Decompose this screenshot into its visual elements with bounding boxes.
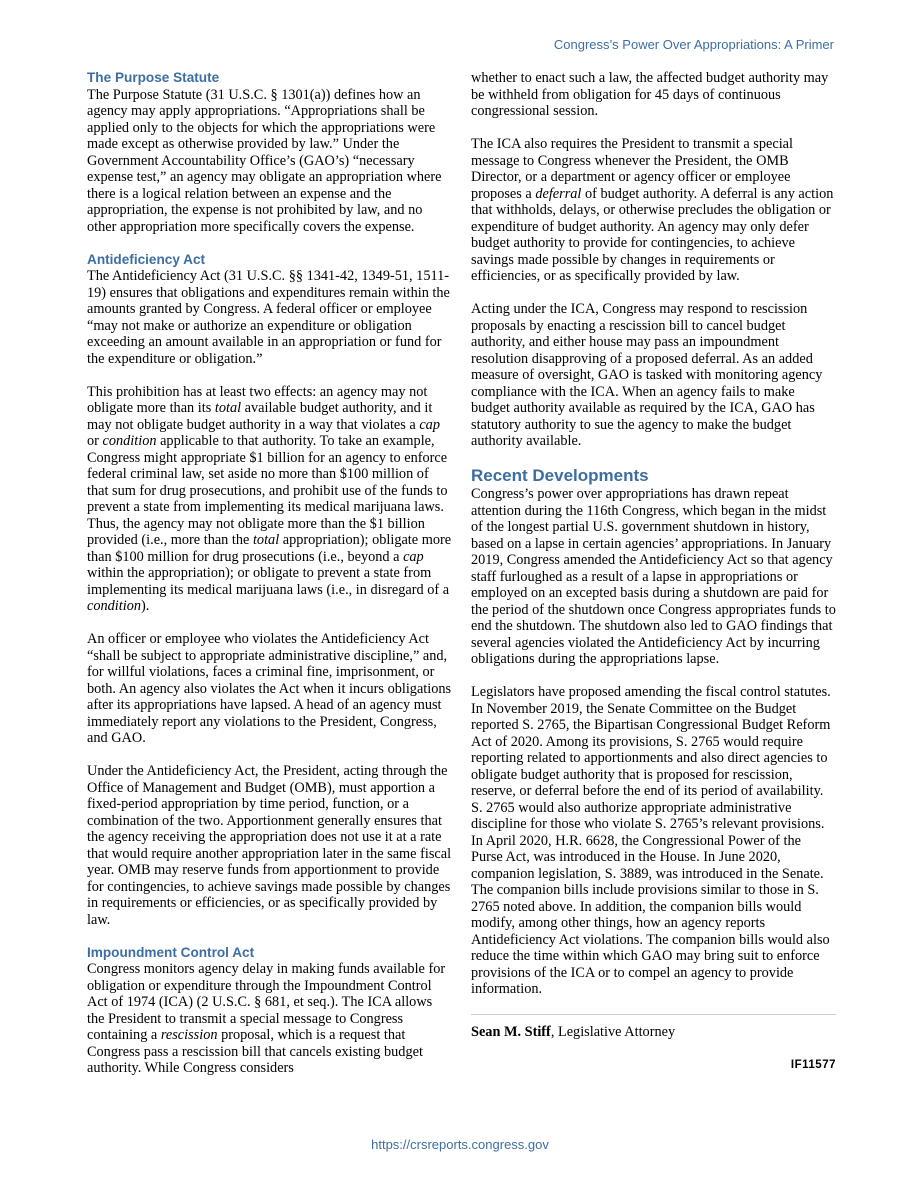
left-column bbox=[87, 70, 453, 1093]
right-column bbox=[471, 70, 836, 1074]
section-heading-purpose-statute: The Purpose Statute bbox=[87, 70, 220, 85]
emphasis-rescission: rescission bbox=[160, 1027, 218, 1043]
page-header-title: Congress’s Power Over Appropriations: A Primer bbox=[553, 37, 834, 52]
product-id: IF11577 bbox=[790, 1059, 836, 1071]
paragraph-recent-shutdown: Congress’s power over appropriations has drawn repeat attention during the 116th Congress, which began in the midst of the longest partial U.S. government shutdown in history, based on a lapse in certain agencies’ appropriations. In January 2019, Congress amended the Antideficiency Act so that agency staff furloughed as a result of a lapse in appropriations or employed on an excepted basis during a shutdown are paid for the period of the shutdown once Congress appropriates funds to end the shutdown. The shutdown also led to GAO findings that several agencies violated the Antideficiency Act by incurring obligations during the appropriations lapse. bbox=[471, 486, 836, 667]
paragraph-purpose-statute: The Purpose Statute (31 U.S.C. § 1301(a)) defines how an agency may apply appropriations. “Appropriations shall be applied only to the objects for which the appropriations were made except as otherwise provided by law.” Under the Government Accountability Office’s (GAO’s) “necessary expense test,” an agency may obligate an appropriation where there is a logical relation between an expense and the appropriation, the expense is not prohibited by law, and no other appropriation more specifically covers the expense. bbox=[87, 86, 442, 235]
paragraph-ica-intro-continued: whether to enact such a law, the affected budget authority may be withheld from obligation for 45 days of continuous congressional session. bbox=[471, 70, 829, 119]
paragraph-ica-deferral: The ICA also requires the President to transmit a special message to Congress whenever the President, the OMB Director, or a department or agency officer or employee proposes a deferral of budget authority. A deferral is any action that withholds, delays, or otherwise precludes the obligation or expenditure of budget authority. An agency may only defer budget authority to provide for contingencies, to achieve savings made possible by changes in requirements or efficiencies, or as specifically provided by law. bbox=[471, 136, 834, 284]
author-divider bbox=[471, 1014, 836, 1015]
emphasis-deferral: deferral bbox=[535, 185, 582, 202]
paragraph-recent-legislation: Legislators have proposed amending the fiscal control statutes. In November 2019, the Senate Committee on the Budget reported S. 2765, the Bipartisan Congressional Budget Reform Act of 2020. Among its provisions, S. 2765 would require reporting related to apportionments and also direct agencies to obligate budget authority that is proposed for rescission, reserve, or deferral before the end of its period of availability. S. 2765 would also authorize appropriate administrative discipline for those who violate S. 2765’s relevant provisions. In April 2020, H.R. 6628, the Congressional Power of the Purse Act, was introduced in the House. In June 2020, companion legislation, S. 3889, was introduced in the Senate. The companion bills include provisions similar to those in S. 2765 noted above. In addition, the companion bills would modify, among other things, how an agency reports Antideficiency Act violations. The companion bills would also reduce the time within which GAO may bring suit to enforce provisions of the ICA or to compel an agency to provide information. bbox=[471, 684, 831, 997]
paragraph-ada-effects: This prohibition has at least two effects: an agency may not obligate more than its total available budget authority, and it may not obligate budget authority in a way that violates a cap or condition applicable to that authority. To take an example, Congress might appropriate $1 billion for an agency to enforce federal criminal law, set aside no more than $100 million of that sum for drug prosecutions, and prohibit use of the funds to prevent a state from implementing its medical marijuana laws. Thus, the agency may not obligate more than the $1 billion provided (i.e., more than the total appropriation); obligate more than $100 million for drug prosecutions (i.e., beyond a cap within the appropriation); or obligate to prevent a state from implementing its medical marijuana laws (i.e., in disregard of a condition). bbox=[87, 383, 452, 614]
paragraph-ada-apportionment: Under the Antideficiency Act, the President, acting through the Office of Management and Budget (OMB), must apportion a fixed-period appropriation by time period, function, or a combination of the two. Apportionment generally ensures that the agency receiving the appropriation does not use it at a rate that would require another appropriation later in the same fiscal year. OMB may reserve funds from apportionment to provide for contingencies, to achieve savings made possible by changes in requirements or efficiencies, or as specifically provided by law. bbox=[87, 763, 452, 928]
paragraph-ica-intro: Congress monitors agency delay in making funds available for obligation or expenditure through the Impoundment Control Act of 1974 (ICA) (2 U.S.C. § 681, et seq.). The ICA allows the President to transmit a special message to Congress containing a rescission proposal, which is a request that Congress pass a rescission bill that cancels existing budget authority. While Congress considers bbox=[87, 961, 446, 1076]
emphasis-cap: cap bbox=[419, 416, 440, 433]
emphasis-condition: condition bbox=[102, 433, 157, 449]
paragraph-ada-intro: The Antideficiency Act (31 U.S.C. §§ 1341-42, 1349-51, 1511-19) ensures that obligations and expenditures remain within the amounts granted by Congress. A federal officer or employee “may not make or authorize an expenditure or obligation exceeding an amount available in an appropriation or fund for the expenditure or obligation.” bbox=[87, 268, 450, 367]
emphasis-total: total bbox=[214, 400, 242, 416]
emphasis-condition: condition bbox=[87, 598, 142, 614]
emphasis-total: total bbox=[252, 532, 280, 548]
footer-url-link[interactable]: https://crsreports.congress.gov bbox=[371, 1137, 549, 1152]
section-heading-impoundment-control-act: Impoundment Control Act bbox=[87, 944, 255, 960]
paragraph-ica-congress-response: Acting under the ICA, Congress may respond to rescission proposals by enacting a rescission bill to cancel budget authority, and either house may pass an impoundment resolution disapproving of a proposed deferral. As an added measure of oversight, GAO is tasked with monitoring agency compliance with the ICA. When an agency fails to make budget authority available as required by the ICA, GAO has statutory authority to sue the agency to make the budget authority available. bbox=[471, 301, 823, 449]
section-heading-antideficiency-act: Antideficiency Act bbox=[87, 251, 206, 267]
author-name: Sean M. Stiff bbox=[471, 1024, 551, 1040]
author-title: , Legislative Attorney bbox=[550, 1024, 676, 1040]
emphasis-cap: cap bbox=[403, 548, 424, 565]
section-heading-recent-developments: Recent Developments bbox=[471, 466, 649, 485]
author-line bbox=[471, 1024, 836, 1041]
paragraph-ada-violations: An officer or employee who violates the Antideficiency Act “shall be subject to appropriate administrative discipline,” and, for willful violations, faces a criminal fine, imprisonment, or both. An agency also violates the Act when it incurs obligations after its appropriations have lapsed. A head of an agency must immediately report any violations to the President, Congress, and GAO. bbox=[87, 631, 452, 746]
